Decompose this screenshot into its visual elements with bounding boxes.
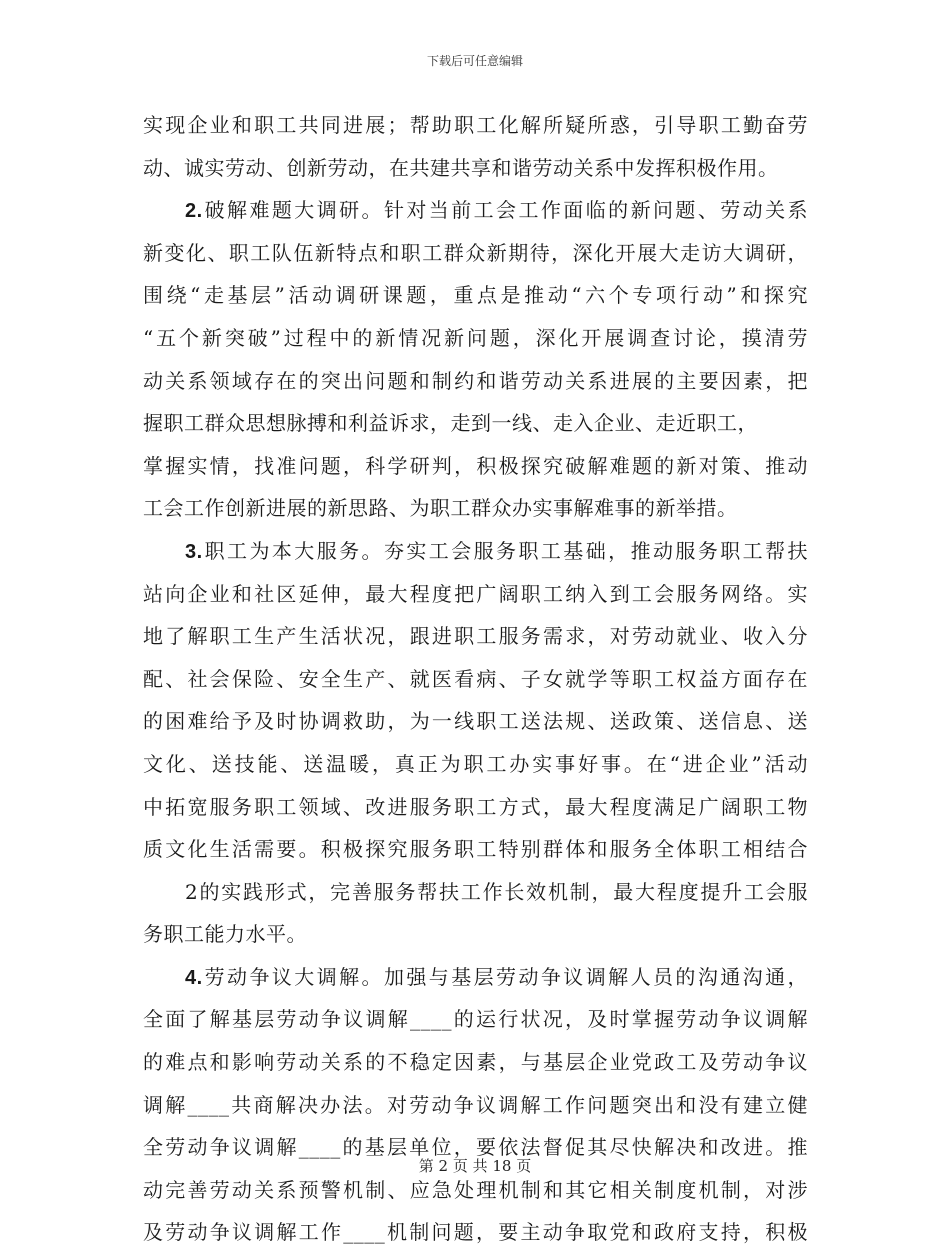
text-line: 握职工群众思想脉搏和利益诉求，走到一线、走入企业、走近职工， [143,411,758,436]
section-number: 3. [185,540,203,563]
page-number-footer: 第 2 页 共 18 页 [418,1157,532,1175]
text-line: 中拓宽服务职工领域、改进服务职工方式，最大程度满足广阔职工物 [143,794,808,819]
text-line: 及劳动争议调解工作____机制问题，要主动争取党和政府支持，积极 [143,1220,808,1245]
text-line: 配、社会保险、安全生产、就医看病、子女就学等职工权益方面存在 [143,666,808,691]
text-line: 的困难给予及时协调救助，为一线职工送法规、送政策、送信息、送 [143,709,808,734]
text-line: 务职工能力水平。 [143,922,307,947]
text-line: 全面了解基层劳动争议调解____的运行状况，及时掌握劳动争议调解 [143,1007,808,1032]
section-heading-line: 4.劳动争议大调解。加强与基层劳动争议调解人员的沟通沟通， [185,964,808,989]
text-line: 质文化生活需要。积极探究服务职工特别群体和服务全体职工相结合 [143,837,808,862]
page-header: 下载后可任意编辑 [426,54,523,68]
section-number: 2. [185,200,203,223]
text-line: 的难点和影响劳动关系的不稳定因素，与基层企业党政工及劳动争议 [143,1050,808,1075]
section-heading-line: 3.职工为本大服务。夯实工会服务职工基础，推动服务职工帮扶 [185,538,808,563]
document-body [143,104,808,1254]
text-line: 调解____共商解决办法。对劳动争议调解工作问题突出和没有建立健 [143,1092,808,1117]
text-line: 围绕“走基层”活动调研课题，重点是推动“六个专项行动”和探究 [143,283,808,308]
text-line: 全劳动争议调解____的基层单位，要依法督促其尽快解决和改进。推 [143,1135,808,1160]
text-line: “五个新突破”过程中的新情况新问题，深化开展调查讨论，摸清劳 [143,325,808,350]
text-line: 站向企业和社区延伸，最大程度把广阔职工纳入到工会服务网络。实 [143,581,808,606]
text-line: 地了解职工生产生活状况，跟进职工服务需求，对劳动就业、收入分 [143,624,808,649]
text-line: 掌握实情，找准问题，科学研判，积极探究破解难题的新对策、推动 [143,453,808,478]
text-line: 实现企业和职工共同进展；帮助职工化解所疑所惑，引导职工勤奋劳 [143,113,808,137]
text-line: 新变化、职工队伍新特点和职工群众新期待，深化开展大走访大调研， [143,240,808,265]
text-line: 动完善劳动关系预警机制、应急处理机制和其它相关制度机制，对涉 [143,1177,808,1202]
text-line: 2的实践形式，完善服务帮扶工作长效机制，最大程度提升工会服 [185,879,808,904]
text-line: 动关系领域存在的突出问题和制约和谐劳动关系进展的主要因素，把 [143,368,808,393]
section-number: 4. [185,966,203,989]
text-line: 动、诚实劳动、创新劳动，在共建共享和谐劳动关系中发挥积极作用。 [143,155,779,180]
text-line: 工会工作创新进展的新思路、为职工群众办实事解难事的新举措。 [143,496,738,521]
section-heading-line: 2.破解难题大调研。针对当前工会工作面临的新问题、劳动关系 [185,198,808,223]
text-line: 文化、送技能、送温暖，真正为职工办实事好事。在“进企业”活动 [143,751,808,776]
